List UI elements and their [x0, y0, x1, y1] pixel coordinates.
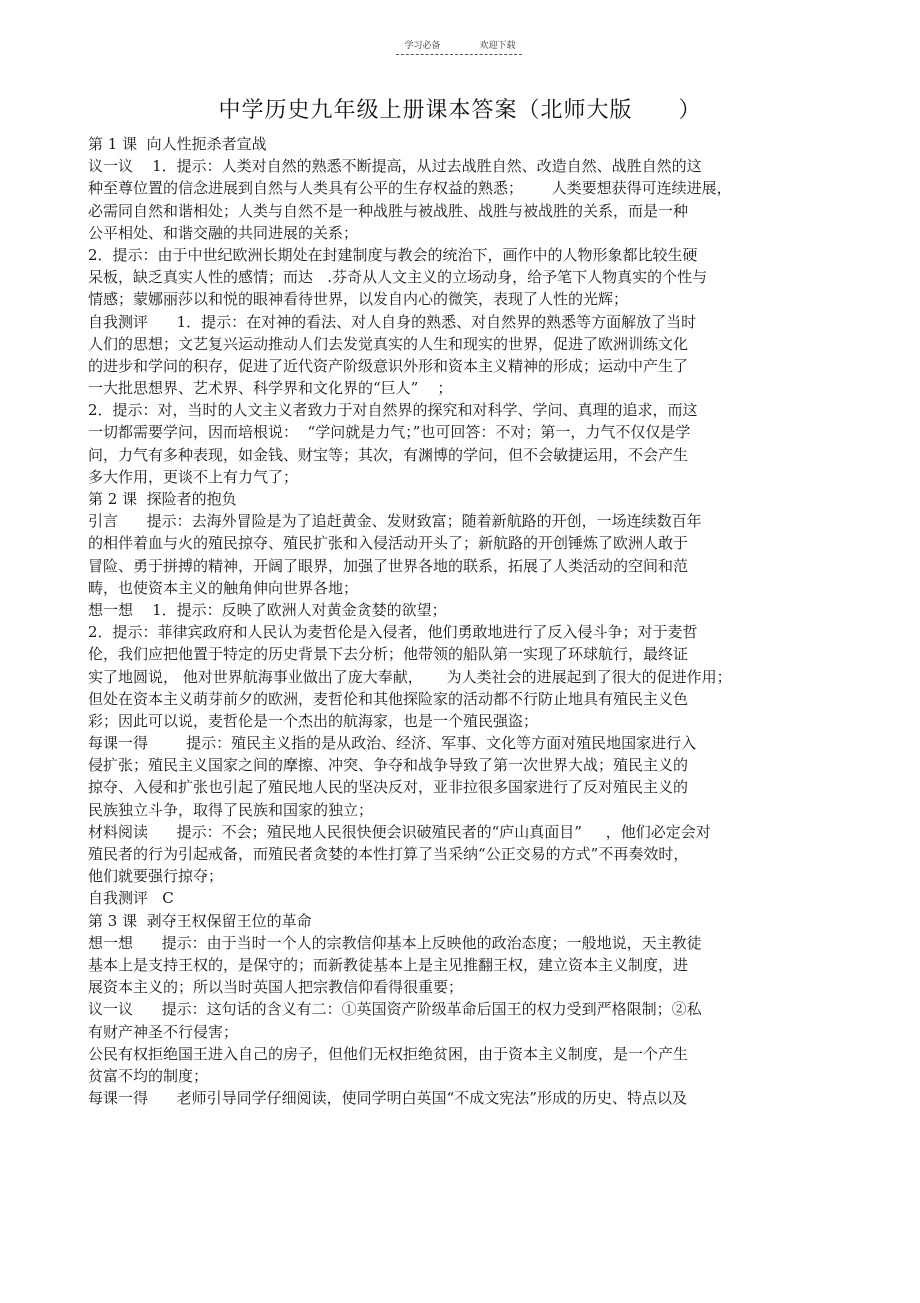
- text-line: 自我测评 1．提示：在对神的看法、对人自身的熟悉、对自然界的熟悉等方面解放了当时: [88, 312, 697, 331]
- document-body: [88, 133, 838, 1109]
- text-line: 有财产神圣不行侵害；: [88, 1022, 239, 1041]
- text-line: 第 3 课 剥夺王权保留王位的革命: [88, 911, 312, 930]
- text-line: 公民有权拒绝国王进入自己的房子，但他们无权拒绝贫困，由于资本主义制度，是一个产生: [88, 1044, 689, 1063]
- text-line: 的相伴着血与火的殖民掠夺、殖民扩张和入侵活动开头了；新航路的开创锤炼了欧洲人敢于: [88, 534, 689, 553]
- text-line: 展资本主义的；所以当时英国人把宗教信仰看得很重要；: [88, 978, 464, 997]
- text-line: 一切都需要学问，因而培根说： “学问就是力气；”也可回答：不对；第一，力气不仅仅是学: [88, 423, 691, 442]
- text-line: 自我测评 C: [88, 889, 174, 908]
- text-line: 冒险、勇于拼搏的精神，开阔了眼界，加强了世界各地的联系，拓展了人类活动的空间和范: [88, 556, 689, 575]
- text-line: 呆板，缺乏真实人性的感情；而达 .芬奇从人文主义的立场动身，给予笔下人物真实的个性与: [88, 268, 708, 287]
- text-line: 想一想 1．提示：反映了欧洲人对黄金贪婪的欲望；: [88, 600, 447, 619]
- text-line: 2．提示：对，当时的人文主义者致力于对自然界的探究和对科学、学问、真理的追求，而这: [88, 401, 698, 420]
- text-line: 实了地圆说， 他对世界航海事业做出了庞大奉献， 为人类社会的进展起到了很大的促进作用；: [88, 667, 732, 686]
- text-line: 贫富不均的制度；: [88, 1066, 209, 1085]
- header-right-text: 欢迎下载: [479, 41, 516, 51]
- text-line: 每课一得 提示：殖民主义指的是从政治、经济、军事、文化等方面对殖民地国家进行入: [88, 734, 697, 753]
- text-line: 材料阅读 提示：不会；殖民地人民很快便会识破殖民者的“庐山真面目” ，他们必定会对: [88, 822, 711, 841]
- text-line: 议一议 提示：这句话的含义有二：①英国资产阶级革命后国王的权力受到严格限制；②私: [88, 1000, 702, 1019]
- page-header: [0, 38, 920, 51]
- text-line: 引言 提示：去海外冒险是为了追赶黄金、发财致富；随着新航路的开创，一场连续数百年: [88, 512, 702, 531]
- text-line: 必需同自然和谐相处；人类与自然不是一种战胜与被战胜、战胜与被战胜的关系，而是一种: [88, 201, 689, 220]
- text-line: 公平相处、和谐交融的共同进展的关系；: [88, 223, 359, 242]
- text-line: 想一想 提示：由于当时一个人的宗教信仰基本上反映他的政治态度；一般地说，天主教徒: [88, 933, 702, 952]
- text-line: 问，力气有多种表现，如金钱、财宝等；其次，有渊博的学问，但不会敏捷运用，不会产生: [88, 445, 689, 464]
- text-line: 但处在资本主义萌芽前夕的欧洲，麦哲伦和其他探险家的活动都不行防止地具有殖民主义色: [88, 689, 689, 708]
- text-line: 畴，也使资本主义的触角伸向世界各地；: [88, 578, 359, 597]
- text-line: 彩；因此可以说，麦哲伦是一个杰出的航海家，也是一个殖民强盗；: [88, 711, 539, 730]
- text-line: 第 1 课 向人性扼杀者宣战: [88, 135, 267, 153]
- text-line: 殖民者的行为引起戒备，而殖民者贪婪的本性打算了当采纳“公正交易的方式”不再奏效时，: [88, 845, 689, 863]
- text-line: 基本上是支持王权的，是保守的；而新教徒基本上是主见推翻王权，建立资本主义制度，进: [88, 955, 689, 974]
- document-title: 中学历史九年级上册课本答案（北师大版 ）: [218, 98, 702, 123]
- text-line: 侵扩张；殖民主义国家之间的摩擦、冲突、争夺和战争导致了第一次世界大战；殖民主义的: [88, 756, 689, 775]
- text-line: 的进步和学问的积存，促进了近代资产阶级意识外形和资本主义精神的形成；运动中产生了: [88, 356, 689, 375]
- text-line: 人们的思想；文艺复兴运动推动人们去发觉真实的人生和现实的世界，促进了欧洲训练文化: [88, 334, 689, 353]
- text-line: 第 2 课 探险者的抱负: [88, 490, 237, 508]
- text-line: 民族独立斗争，取得了民族和国家的独立；: [88, 800, 374, 819]
- text-line: 种至尊位置的信念进展到自然与人类具有公平的生存权益的熟悉； 人类要想获得可连续进展，: [88, 179, 732, 198]
- text-line: 伦，我们应把他置于特定的历史背景下去分析；他带领的船队第一实现了环球航行，最终证: [88, 645, 689, 664]
- header-divider: [396, 54, 522, 55]
- text-line: 议一议 1．提示：人类对自然的熟悉不断提高，从过去战胜自然、改造自然、战胜自然的这: [88, 157, 702, 176]
- text-line: 每课一得 老师引导同学仔细阅读，使同学明白英国“不成文宪法”形成的历史、特点以及: [88, 1089, 687, 1108]
- text-line: 一大批思想界、艺术界、科学界和文化界的“巨人” ；: [88, 379, 453, 398]
- text-line: 2．提示：菲律宾政府和人民认为麦哲伦是入侵者，他们勇敢地进行了反入侵斗争；对于麦哲: [88, 623, 698, 642]
- header-left-text: 学习必备: [404, 41, 441, 51]
- text-line: 掠夺、入侵和扩张也引起了殖民地人民的坚决反对，亚非拉很多国家进行了反对殖民主义的: [88, 778, 689, 797]
- text-line: 他们就要强行掠夺；: [88, 867, 224, 886]
- text-line: 多大作用，更谈不上有力气了；: [88, 467, 299, 486]
- text-line: 2．提示：由于中世纪欧洲长期处在封建制度与教会的统治下，画作中的人物形象都比较生硬: [88, 245, 698, 264]
- text-line: 情感；蒙娜丽莎以和悦的眼神看待世界，以发自内心的微笑，表现了人性的光辉；: [88, 290, 629, 309]
